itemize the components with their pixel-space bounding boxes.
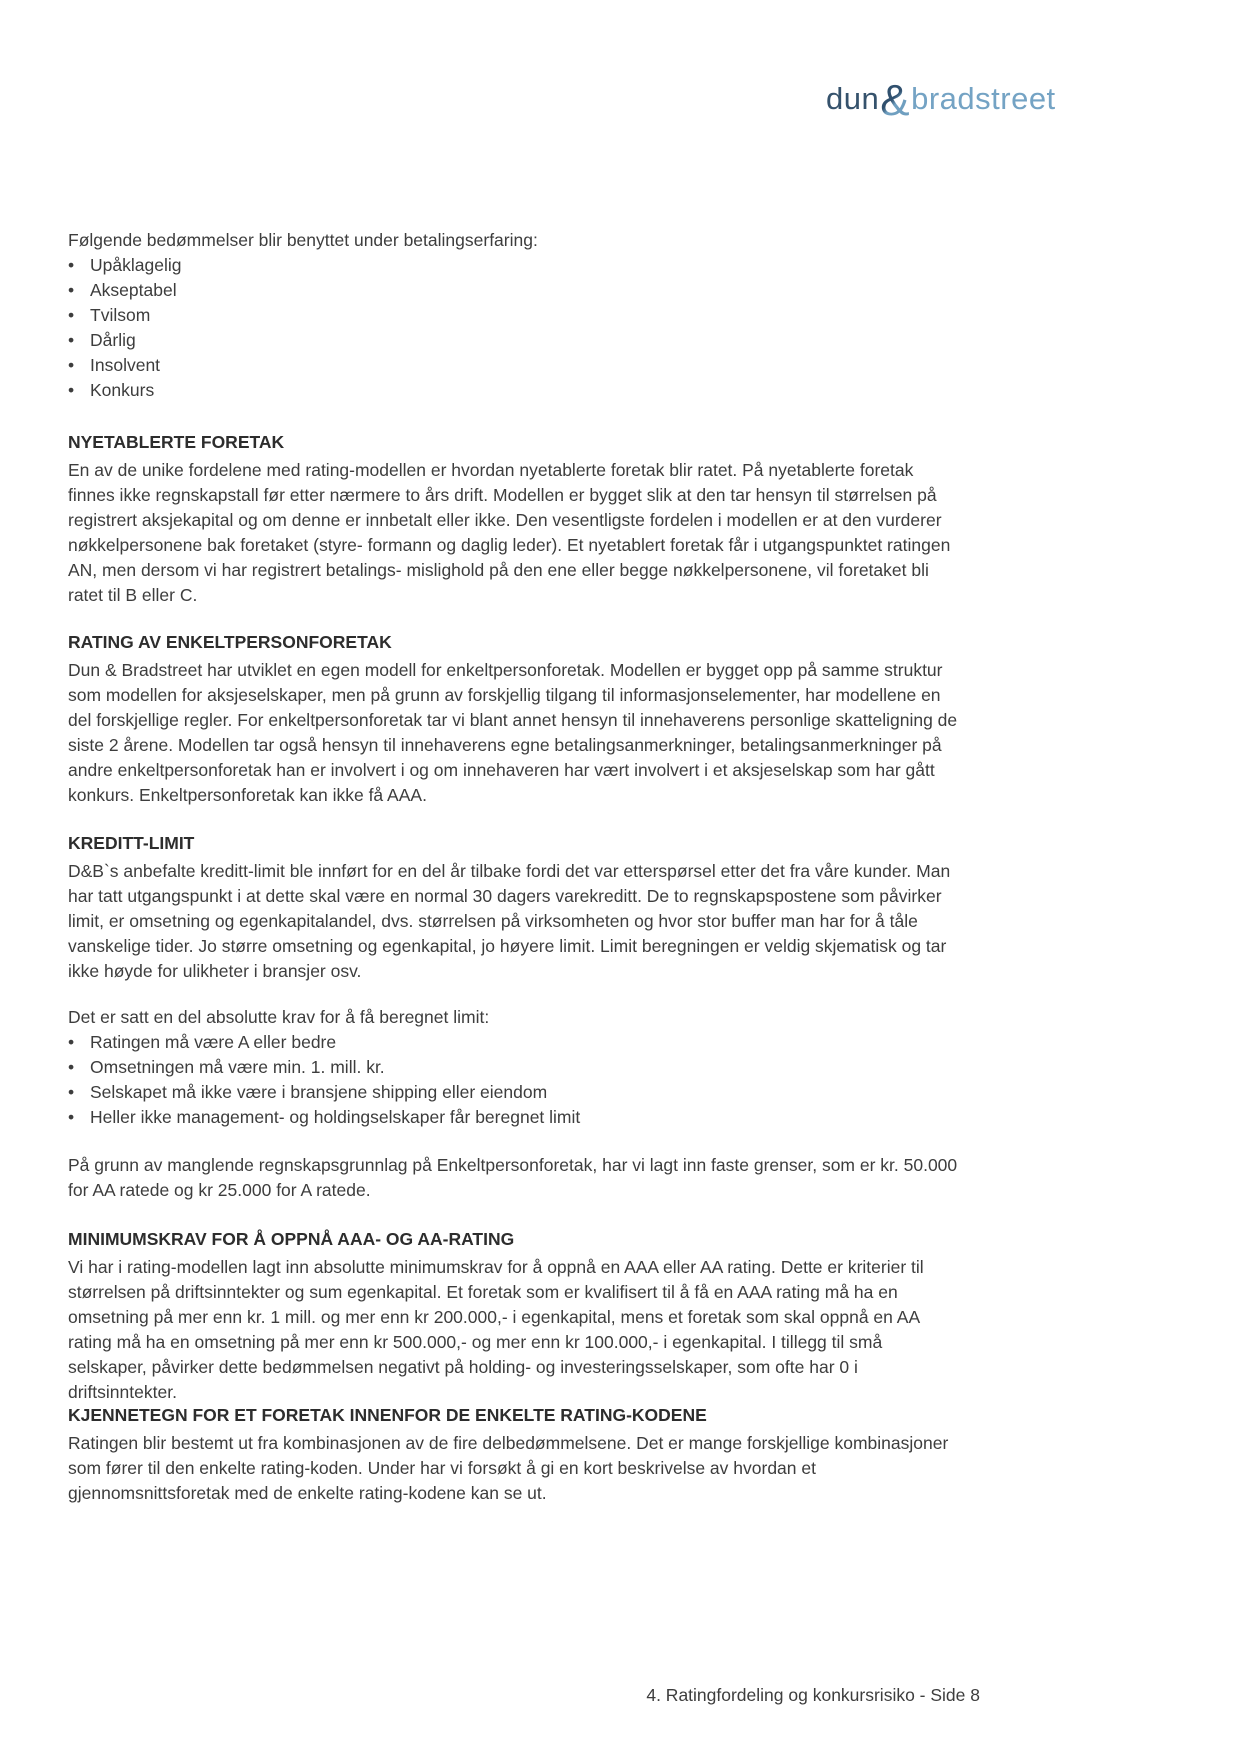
page-footer bbox=[68, 1683, 980, 1708]
list-lead-text: Følgende bedømmelser blir benyttet under betalingserfaring: bbox=[68, 230, 538, 250]
bullet-text: Selskapet må ikke være i bransjene shipping eller eiendom bbox=[90, 1082, 548, 1102]
paragraph-text: På grunn av manglende regnskapsgrunnlag på Enkeltpersonforetak, har vi lagt inn faste grenser, som er kr. 50.000 for AA ratede og kr 25.000 for A ratede. bbox=[68, 1155, 958, 1200]
logo-text-bradstreet: bradstreet bbox=[911, 81, 1056, 116]
section-heading: KJENNETEGN FOR ET FORETAK INNENFOR DE ENKELTE RATING-KODENE bbox=[68, 1405, 707, 1425]
footer-text: 4. Ratingfordeling og konkursrisiko - Side 8 bbox=[646, 1685, 980, 1705]
bullet-text: Upåklagelig bbox=[90, 255, 182, 275]
bullet-text: Akseptabel bbox=[90, 280, 177, 300]
bullet-icon: • bbox=[68, 305, 75, 325]
section-body: D&B`s anbefalte kreditt-limit ble innført for en del år tilbake fordi det var etterspørsel etter det fra våre kunder. Man har tatt utgangspunkt i at dette skal være en normal 30 dagers varekreditt. De to regnskapspostene som påvirker limit, er omsetning og egenkapitalandel, dvs. størrelsen på virksomheten og hvor stor buffer man har for å tåle vanskelige tider. Jo større omsetning og egenkapital, jo høyere limit. Limit beregningen er veldig skjematisk og tar ikke høyde for ulikheter i bransjer osv. bbox=[68, 861, 951, 981]
list-item bbox=[68, 253, 958, 278]
section-kjennetegn bbox=[68, 1403, 958, 1506]
bullet-icon: • bbox=[68, 355, 75, 375]
list-item bbox=[68, 378, 958, 403]
section-body: Dun & Bradstreet har utviklet en egen modell for enkeltpersonforetak. Modellen er bygget opp på samme struktur som modellen for aksjeselskaper, men på grunn av forskjellig tilgang til informasjonselementer, har modellene en del forskjellige regler. For enkeltpersonforetak tar vi blant annet hensyn til innehaverens personlige skatteligning de siste 2 årene. Modellen tar også hensyn til innehaverens egne betalingsanmerkninger, betalingsanmerkninger på andre enkeltpersonforetak han er involvert i og om innehaveren har vært involvert i et aksjeselskap som har gått konkurs. Enkeltpersonforetak kan ikke få AAA. bbox=[68, 660, 958, 805]
section-heading: KREDITT-LIMIT bbox=[68, 833, 195, 853]
bullet-text: Omsetningen må være min. 1. mill. kr. bbox=[90, 1057, 385, 1077]
payment-experience-list bbox=[68, 228, 958, 403]
limit-requirements-list bbox=[68, 1005, 958, 1130]
list-item bbox=[68, 1105, 958, 1130]
section-minimumskrav bbox=[68, 1227, 958, 1405]
section-heading: RATING AV ENKELTPERSONFORETAK bbox=[68, 632, 392, 652]
bullet-icon: • bbox=[68, 330, 75, 350]
list-lead-text: Det er satt en del absolutte krav for å få beregnet limit: bbox=[68, 1007, 490, 1027]
bullet-text: Tvilsom bbox=[90, 305, 151, 325]
bullet-icon: • bbox=[68, 280, 75, 300]
section-rating-enkeltpersonforetak bbox=[68, 630, 958, 808]
list-item bbox=[68, 328, 958, 353]
bullet-icon: • bbox=[68, 1107, 75, 1127]
list-item bbox=[68, 353, 958, 378]
bullet-icon: • bbox=[68, 255, 75, 275]
bullet-text: Konkurs bbox=[90, 380, 155, 400]
list-item bbox=[68, 1030, 958, 1055]
bullet-text: Insolvent bbox=[90, 355, 161, 375]
bullet-text: Ratingen må være A eller bedre bbox=[90, 1032, 337, 1052]
bullet-icon: • bbox=[68, 380, 75, 400]
bullet-text: Dårlig bbox=[90, 330, 136, 350]
section-body: En av de unike fordelene med rating-modellen er hvordan nyetablerte foretak blir ratet. På nyetablerte foretak finnes ikke regnskapstall før etter nærmere to års drift. Modellen er bygget slik at den tar hensyn til størrelsen på registrert aksjekapital og om denne er innbetalt eller ikke. Den vesentligste fordelen i modellen er at den vurderer nøkkelpersonene bak foretaket (styre- formann og daglig leder). Et nyetablert foretak får i utgangspunktet ratingen AN, men dersom vi har registrert betalings- mislighold på den ene eller begge nøkkelpersonene, vil foretaket bli ratet til B eller C. bbox=[68, 460, 951, 605]
dun-bradstreet-logo bbox=[826, 76, 1056, 126]
list-item bbox=[68, 1080, 958, 1105]
logo-text-dun: dun bbox=[826, 81, 880, 116]
section-nyetablerte-foretak bbox=[68, 430, 958, 608]
section-body: Vi har i rating-modellen lagt inn absolutte minimumskrav for å oppnå en AAA eller AA rating. Dette er kriterier til størrelsen på driftsinntekter og sum egenkapital. Et foretak som er kvalifisert til å få en AAA rating må ha en omsetning på mer enn kr. 1 mill. og mer enn kr 200.000,- i egenkapital, mens et foretak som skal oppnå en AA rating må ha en omsetning på mer enn kr 500.000,- og mer enn kr 100.000,- i egenkapital. I tillegg til små selskaper, påvirker dette bedømmelsen negativt på holding- og investeringsselskaper, som ofte har 0 i driftsinntekter. bbox=[68, 1257, 924, 1402]
limit-fixed-thresholds-paragraph bbox=[68, 1153, 958, 1203]
logo-ampersand-icon: & bbox=[880, 76, 911, 125]
bullet-icon: • bbox=[68, 1057, 75, 1077]
section-heading: MINIMUMSKRAV FOR Å OPPNÅ AAA- OG AA-RATING bbox=[68, 1229, 515, 1249]
list-item bbox=[68, 303, 958, 328]
list-item bbox=[68, 278, 958, 303]
bullet-text: Heller ikke management- og holdingselskaper får beregnet limit bbox=[90, 1107, 581, 1127]
section-kreditt-limit bbox=[68, 831, 958, 984]
section-heading: NYETABLERTE FORETAK bbox=[68, 432, 285, 452]
section-body: Ratingen blir bestemt ut fra kombinasjonen av de fire delbedømmelsene. Det er mange forskjellige kombinasjoner som fører til den enkelte rating-koden. Under har vi forsøkt å gi en kort beskrivelse av hvordan et gjennomsnittsforetak med de enkelte rating-kodene kan se ut. bbox=[68, 1433, 949, 1503]
list-item bbox=[68, 1055, 958, 1080]
bullet-icon: • bbox=[68, 1082, 75, 1102]
bullet-icon: • bbox=[68, 1032, 75, 1052]
